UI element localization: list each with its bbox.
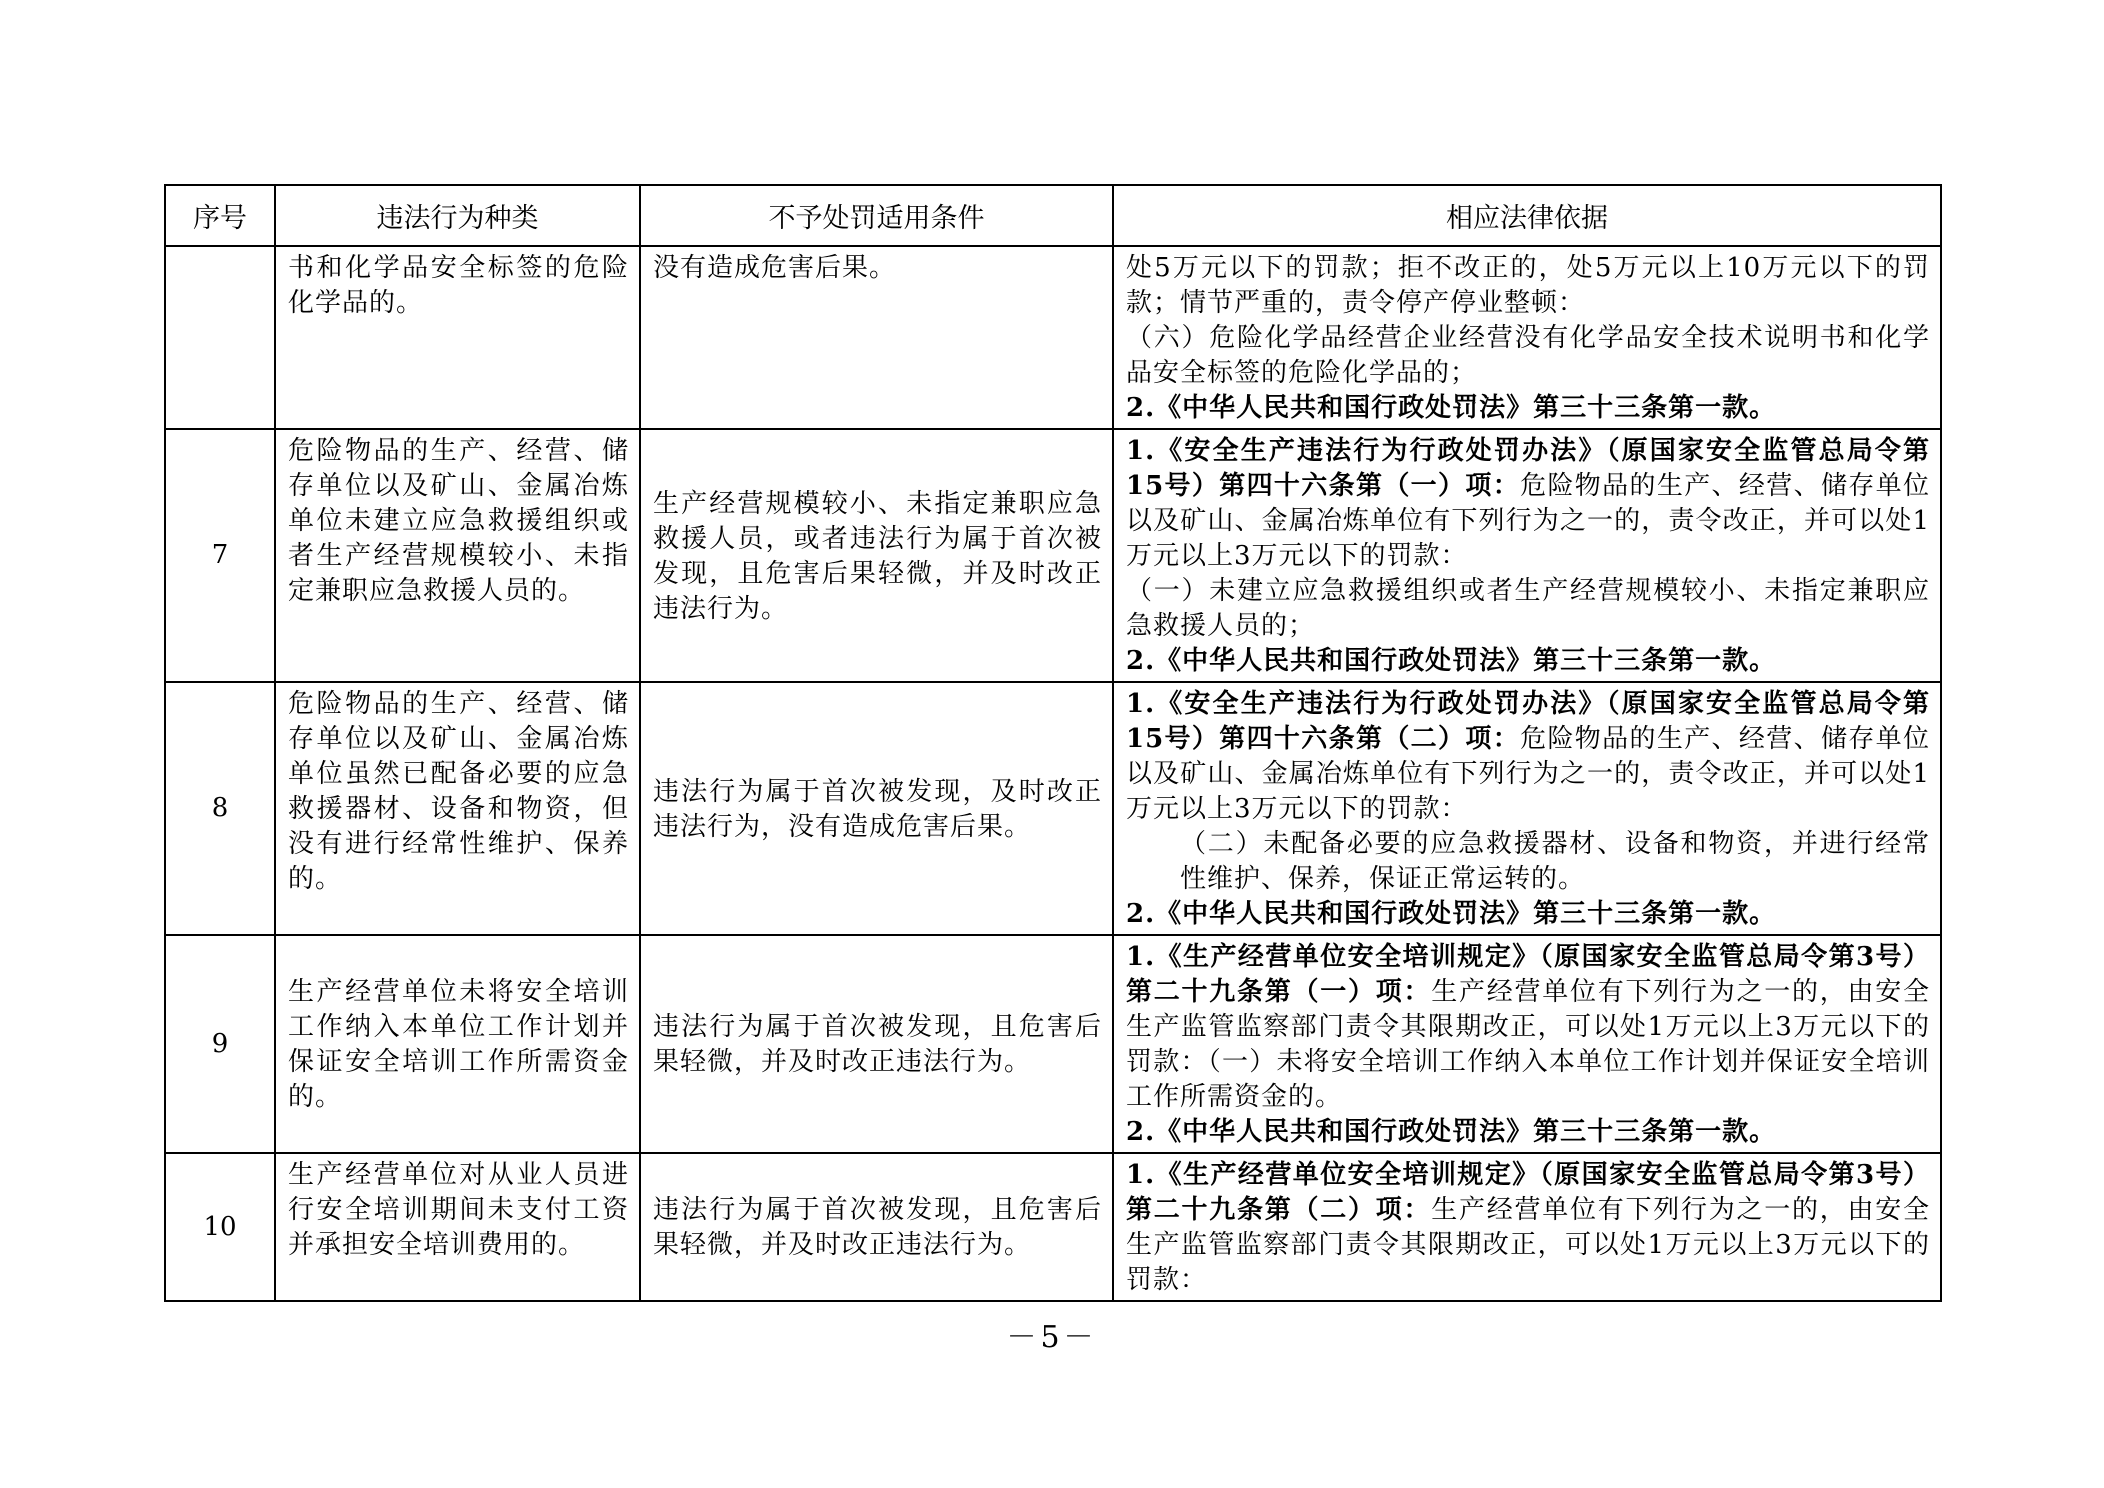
exemption-condition-cell: 没有造成危害后果。 [640, 246, 1113, 429]
basis-paragraph-bold: 2.《中华人民共和国行政处罚法》第三十三条第一款。 [1126, 899, 1777, 929]
basis-paragraph [1126, 940, 1930, 1115]
basis-text: 危险物品的生产、经营、储存单位以及矿山、金属冶炼单位有下列行为之一的，责令改正，并可以处1万元以上3万元以下的罚款： [1126, 471, 1930, 571]
basis-text: 生产经营单位有下列行为之一的，由安全生产监管监察部门责令其限期改正，可以处1万元以上3万元以下的罚款： [1126, 1195, 1930, 1295]
violation-kind-cell: 生产经营单位对从业人员进行安全培训期间未支付工资并承担安全培训费用的。 [275, 1153, 640, 1301]
table-row [165, 935, 1941, 1153]
row-number: 8 [165, 682, 275, 935]
row-number [165, 246, 275, 429]
document-page [164, 184, 1940, 1302]
page-number: －5－ [1006, 1320, 1098, 1355]
header-violation-kind: 违法行为种类 [275, 185, 640, 246]
header-exemption-condition: 不予处罚适用条件 [640, 185, 1113, 246]
basis-paragraph: 处5万元以下的罚款；拒不改正的，处5万元以上10万元以下的罚款；情节严重的，责令停产停业整顿： [1126, 253, 1930, 318]
row-number: 10 [165, 1153, 275, 1301]
basis-paragraph: （六）危险化学品经营企业经营没有化学品安全技术说明书和化学品安全标签的危险化学品的； [1126, 323, 1930, 388]
basis-citation-bold: 1.《安全生产违法行为行政处罚办法》（原国家安全监管总局令第15号）第四十六条第（一）项： [1126, 436, 1930, 501]
legal-basis-cell [1113, 935, 1941, 1153]
legal-basis-cell [1113, 682, 1941, 935]
legal-basis-cell [1113, 1153, 1941, 1301]
basis-citation-bold: 1.《生产经营单位安全培训规定》（原国家安全监管总局令第3号）第二十九条第（一）项： [1126, 942, 1930, 1007]
basis-paragraph [1126, 434, 1930, 574]
table-row [165, 429, 1941, 682]
exemption-condition-cell: 生产经营规模较小、未指定兼职应急救援人员，或者违法行为属于首次被发现，且危害后果轻微，并及时改正违法行为。 [640, 429, 1113, 682]
exemption-condition-cell: 违法行为属于首次被发现，及时改正违法行为，没有造成危害后果。 [640, 682, 1113, 935]
violation-kind-cell: 危险物品的生产、经营、储存单位以及矿山、金属冶炼单位虽然已配备必要的应急救援器材、设备和物资，但没有进行经常性维护、保养的。 [275, 682, 640, 935]
violation-kind-cell: 危险物品的生产、经营、储存单位以及矿山、金属冶炼单位未建立应急救援组织或者生产经营规模较小、未指定兼职应急救援人员的。 [275, 429, 640, 682]
header-legal-basis: 相应法律依据 [1113, 185, 1941, 246]
basis-text: 生产经营单位有下列行为之一的，由安全生产监管监察部门责令其限期改正，可以处1万元以上3万元以下的罚款：（一）未将安全培训工作纳入本单位工作计划并保证安全培训工作所需资金的。 [1126, 977, 1930, 1112]
table-row [165, 246, 1941, 429]
row-number: 7 [165, 429, 275, 682]
basis-paragraph-bold: 2.《中华人民共和国行政处罚法》第三十三条第一款。 [1126, 646, 1777, 676]
basis-paragraph-bold: 2.《中华人民共和国行政处罚法》第三十三条第一款。 [1126, 393, 1777, 423]
basis-paragraph [1126, 687, 1930, 827]
violation-kind-cell: 书和化学品安全标签的危险化学品的。 [275, 246, 640, 429]
table-header-row [165, 185, 1941, 246]
legal-basis-cell [1113, 429, 1941, 682]
row-number: 9 [165, 935, 275, 1153]
basis-paragraph: （二）未配备必要的应急救援器材、设备和物资，并进行经常性维护、保养，保证正常运转的。 [1180, 829, 1930, 894]
exemption-condition-cell: 违法行为属于首次被发现，且危害后果轻微，并及时改正违法行为。 [640, 1153, 1113, 1301]
basis-text: 危险物品的生产、经营、储存单位以及矿山、金属冶炼单位有下列行为之一的，责令改正，并可以处1万元以上3万元以下的罚款： [1126, 724, 1930, 824]
basis-paragraph: （一）未建立应急救援组织或者生产经营规模较小、未指定兼职应急救援人员的； [1126, 576, 1930, 641]
violation-kind-cell: 生产经营单位未将安全培训工作纳入本单位工作计划并保证安全培训工作所需资金的。 [275, 935, 640, 1153]
basis-paragraph-bold: 2.《中华人民共和国行政处罚法》第三十三条第一款。 [1126, 1117, 1777, 1147]
basis-citation-bold: 1.《安全生产违法行为行政处罚办法》（原国家安全监管总局令第15号）第四十六条第（二）项： [1126, 689, 1930, 754]
penalty-exemption-table [164, 184, 1942, 1302]
basis-citation-bold: 1.《生产经营单位安全培训规定》（原国家安全监管总局令第3号）第二十九条第（二）项： [1126, 1160, 1930, 1225]
table-row [165, 1153, 1941, 1301]
basis-paragraph [1126, 1158, 1930, 1298]
table-row [165, 682, 1941, 935]
header-serial-number: 序号 [165, 185, 275, 246]
exemption-condition-cell: 违法行为属于首次被发现，且危害后果轻微，并及时改正违法行为。 [640, 935, 1113, 1153]
legal-basis-cell [1113, 246, 1941, 429]
